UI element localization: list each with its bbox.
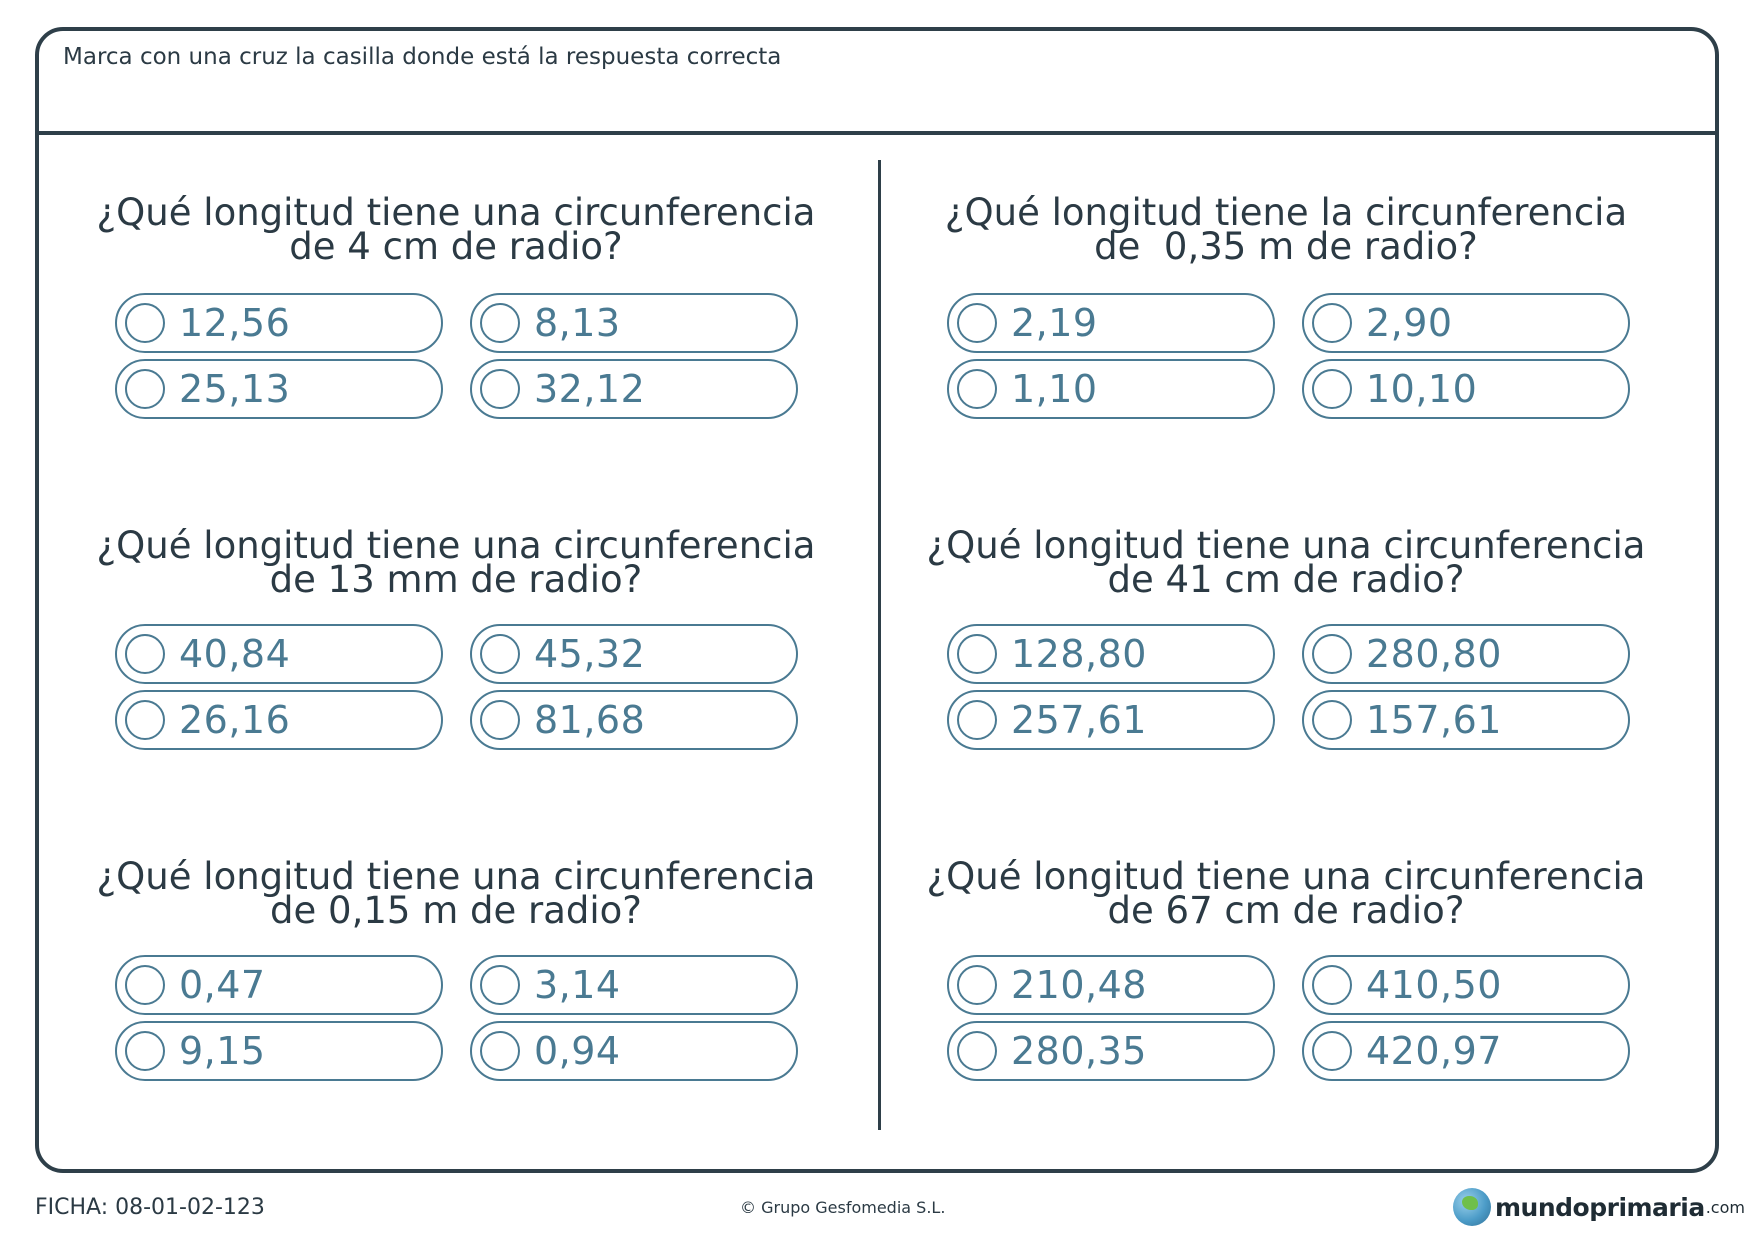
answer-value: 157,61 bbox=[1366, 698, 1502, 742]
answer-option[interactable] bbox=[470, 1021, 798, 1081]
instruction-text: Marca con una cruz la casilla donde está la respuesta correcta bbox=[63, 44, 782, 70]
answer-value: 1,10 bbox=[1011, 367, 1098, 411]
question-4 bbox=[876, 524, 1696, 601]
radio-circle-icon[interactable] bbox=[480, 369, 520, 409]
site-logo[interactable] bbox=[1453, 1188, 1745, 1226]
question-line-1: ¿Qué longitud tiene una circunferencia bbox=[96, 855, 816, 898]
answer-value: 32,12 bbox=[534, 367, 646, 411]
copyright-notice: © Grupo Gesfomedia S.L. bbox=[740, 1198, 946, 1217]
radio-circle-icon[interactable] bbox=[480, 700, 520, 740]
question-6 bbox=[876, 855, 1696, 932]
answer-value: 10,10 bbox=[1366, 367, 1478, 411]
radio-circle-icon[interactable] bbox=[125, 700, 165, 740]
answer-option[interactable] bbox=[115, 624, 443, 684]
radio-circle-icon[interactable] bbox=[1312, 634, 1352, 674]
radio-circle-icon[interactable] bbox=[1312, 965, 1352, 1005]
radio-circle-icon[interactable] bbox=[125, 634, 165, 674]
radio-circle-icon[interactable] bbox=[957, 634, 997, 674]
question-text bbox=[876, 191, 1696, 268]
answer-option[interactable] bbox=[470, 359, 798, 419]
question-text bbox=[876, 524, 1696, 601]
answer-option[interactable] bbox=[1302, 955, 1630, 1015]
answer-option[interactable] bbox=[1302, 690, 1630, 750]
answer-option[interactable] bbox=[470, 690, 798, 750]
answer-value: 280,35 bbox=[1011, 1029, 1147, 1073]
question-line-2: de 4 cm de radio? bbox=[289, 225, 623, 268]
answer-value: 8,13 bbox=[534, 301, 621, 345]
radio-circle-icon[interactable] bbox=[480, 303, 520, 343]
answer-option[interactable] bbox=[115, 1021, 443, 1081]
radio-circle-icon[interactable] bbox=[125, 965, 165, 1005]
answer-value: 25,13 bbox=[179, 367, 291, 411]
question-line-1: ¿Qué longitud tiene la circunferencia bbox=[944, 191, 1628, 234]
radio-circle-icon[interactable] bbox=[125, 1031, 165, 1071]
answer-value: 280,80 bbox=[1366, 632, 1502, 676]
radio-circle-icon[interactable] bbox=[125, 369, 165, 409]
answer-value: 128,80 bbox=[1011, 632, 1147, 676]
question-line-1: ¿Qué longitud tiene una circunferencia bbox=[926, 855, 1646, 898]
logo-suffix: .com bbox=[1705, 1197, 1745, 1217]
answer-value: 9,15 bbox=[179, 1029, 266, 1073]
header-divider bbox=[37, 131, 1717, 135]
answer-option[interactable] bbox=[947, 293, 1275, 353]
question-line-1: ¿Qué longitud tiene una circunferencia bbox=[96, 191, 816, 234]
radio-circle-icon[interactable] bbox=[957, 369, 997, 409]
answer-option[interactable] bbox=[1302, 359, 1630, 419]
question-line-2: de 41 cm de radio? bbox=[1107, 558, 1465, 601]
answer-option[interactable] bbox=[470, 293, 798, 353]
question-line-2: de 0,15 m de radio? bbox=[270, 889, 642, 932]
question-line-1: ¿Qué longitud tiene una circunferencia bbox=[96, 524, 816, 567]
radio-circle-icon[interactable] bbox=[957, 965, 997, 1005]
radio-circle-icon[interactable] bbox=[1312, 369, 1352, 409]
radio-circle-icon[interactable] bbox=[1312, 700, 1352, 740]
answer-option[interactable] bbox=[115, 690, 443, 750]
radio-circle-icon[interactable] bbox=[957, 700, 997, 740]
radio-circle-icon[interactable] bbox=[1312, 303, 1352, 343]
column-divider bbox=[878, 160, 881, 1130]
question-text bbox=[876, 855, 1696, 932]
radio-circle-icon[interactable] bbox=[1312, 1031, 1352, 1071]
answer-option[interactable] bbox=[470, 624, 798, 684]
answer-option[interactable] bbox=[470, 955, 798, 1015]
answer-value: 26,16 bbox=[179, 698, 291, 742]
radio-circle-icon[interactable] bbox=[480, 634, 520, 674]
question-line-2: de 13 mm de radio? bbox=[269, 558, 643, 601]
worksheet-code: FICHA: 08-01-02-123 bbox=[35, 1195, 265, 1220]
answer-value: 420,97 bbox=[1366, 1029, 1502, 1073]
question-text bbox=[46, 191, 866, 268]
answer-option[interactable] bbox=[947, 1021, 1275, 1081]
question-2 bbox=[876, 191, 1696, 268]
answer-value: 45,32 bbox=[534, 632, 646, 676]
answer-option[interactable] bbox=[115, 955, 443, 1015]
answer-option[interactable] bbox=[947, 690, 1275, 750]
radio-circle-icon[interactable] bbox=[125, 303, 165, 343]
question-line-2: de 67 cm de radio? bbox=[1107, 889, 1465, 932]
answer-option[interactable] bbox=[947, 955, 1275, 1015]
question-text bbox=[46, 524, 866, 601]
answer-value: 12,56 bbox=[179, 301, 291, 345]
answer-value: 2,90 bbox=[1366, 301, 1453, 345]
question-text bbox=[46, 855, 866, 932]
globe-icon bbox=[1453, 1188, 1491, 1226]
answer-option[interactable] bbox=[1302, 293, 1630, 353]
answer-value: 0,94 bbox=[534, 1029, 621, 1073]
answer-option[interactable] bbox=[1302, 1021, 1630, 1081]
answer-value: 257,61 bbox=[1011, 698, 1147, 742]
radio-circle-icon[interactable] bbox=[957, 1031, 997, 1071]
answer-value: 40,84 bbox=[179, 632, 291, 676]
answer-value: 2,19 bbox=[1011, 301, 1098, 345]
answer-option[interactable] bbox=[947, 359, 1275, 419]
answer-value: 0,47 bbox=[179, 963, 266, 1007]
radio-circle-icon[interactable] bbox=[480, 1031, 520, 1071]
question-1 bbox=[46, 191, 866, 268]
question-5 bbox=[46, 855, 866, 932]
answer-value: 410,50 bbox=[1366, 963, 1502, 1007]
radio-circle-icon[interactable] bbox=[957, 303, 997, 343]
answer-value: 81,68 bbox=[534, 698, 646, 742]
question-line-2: de 0,35 m de radio? bbox=[1094, 225, 1478, 268]
answer-option[interactable] bbox=[1302, 624, 1630, 684]
radio-circle-icon[interactable] bbox=[480, 965, 520, 1005]
answer-value: 210,48 bbox=[1011, 963, 1147, 1007]
answer-value: 3,14 bbox=[534, 963, 621, 1007]
answer-option[interactable] bbox=[115, 293, 443, 353]
logo-name: mundoprimaria bbox=[1495, 1192, 1705, 1222]
question-3 bbox=[46, 524, 866, 601]
question-line-1: ¿Qué longitud tiene una circunferencia bbox=[926, 524, 1646, 567]
answer-option[interactable] bbox=[947, 624, 1275, 684]
answer-option[interactable] bbox=[115, 359, 443, 419]
